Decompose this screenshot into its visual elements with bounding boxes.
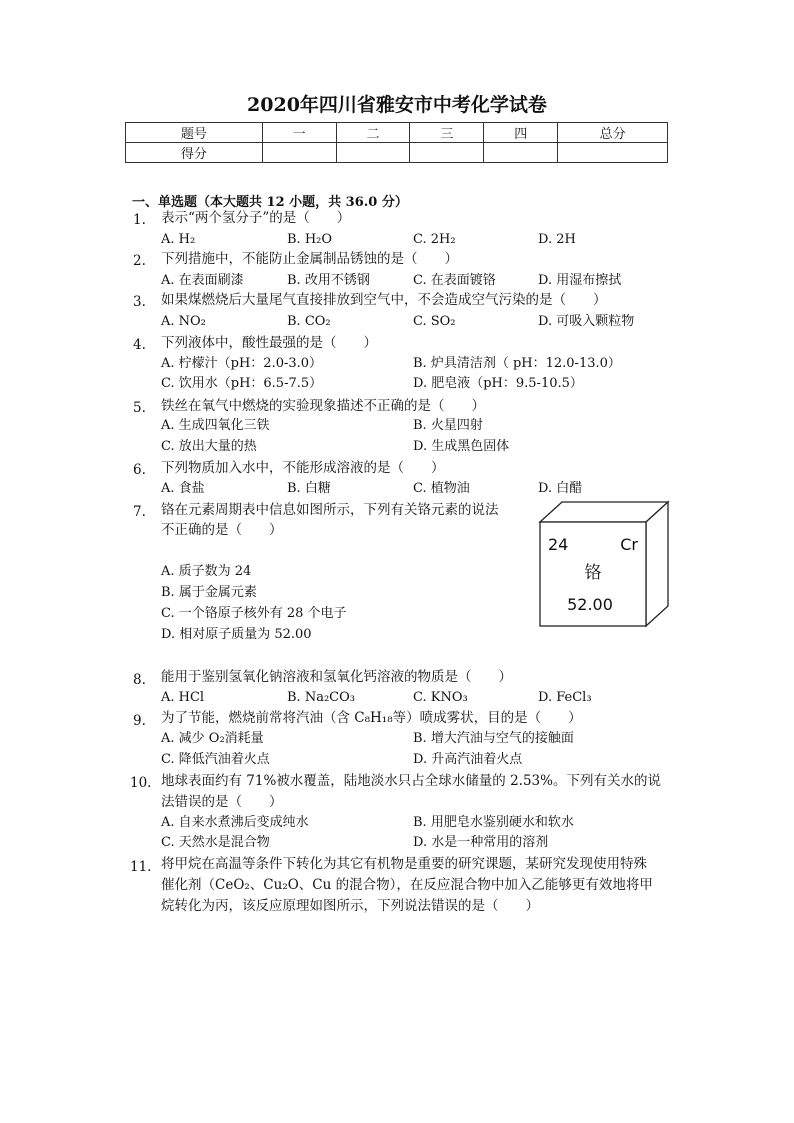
question-stem: 表示“两个氢分子”的是（ ）	[161, 210, 351, 226]
option-d: D. 肥皂液（pH：9.5-10.5）	[413, 376, 583, 391]
option-d: D. 生成黑色固体	[413, 439, 510, 454]
question-stem: 下列物质加入水中，不能形成溶液的是（ ）	[161, 460, 445, 476]
question-number: 5.	[133, 400, 146, 416]
option-a: A. NO₂	[161, 314, 206, 329]
option-a: A. 自来水煮沸后变成纯水	[161, 815, 309, 830]
question-stem-line2: 不正确的是（ ）	[161, 522, 283, 538]
option-c: C. 天然水是混合物	[161, 835, 270, 850]
question-number: 1.	[133, 212, 146, 228]
question-stem-line2: 法错误的是（ ）	[161, 794, 283, 810]
question-number: 10.	[130, 775, 152, 791]
option-d: D. 水是一种常用的溶剂	[413, 835, 549, 850]
score-header-cell: 二	[336, 123, 410, 143]
score-cell[interactable]	[558, 143, 668, 163]
element-name: 铬	[584, 563, 602, 583]
option-b: B. CO₂	[287, 314, 331, 329]
score-row-label: 得分	[126, 143, 263, 163]
option-a: A. 质子数为 24	[161, 564, 252, 579]
element-mass: 52.00	[567, 595, 613, 614]
question-number: 2.	[133, 253, 146, 269]
option-b: B. 属于金属元素	[161, 585, 257, 600]
question-stem-line3: 烷转化为丙，该反应原理如图所示，下列说法错误的是（ ）	[161, 898, 539, 914]
score-table-header-row	[126, 123, 668, 143]
option-d: D. 2H	[538, 232, 576, 247]
element-tile-figure	[538, 500, 670, 630]
question-stem: 铁丝在氧气中燃烧的实验现象描述不正确的是（ ）	[161, 398, 485, 414]
option-b: B. 炉具清洁剂（ pH：12.0-13.0）	[413, 356, 621, 371]
option-b: B. 用肥皂水鉴别硬水和软水	[413, 815, 574, 830]
option-c: C. 一个铬原子核外有 28 个电子	[161, 606, 347, 621]
score-cell[interactable]	[336, 143, 410, 163]
question-stem-line2: 催化剂（CeO₂、Cu₂O、Cu 的混合物），在反应混合物中加入乙能够更有效地将甲	[161, 877, 653, 893]
option-b: B. 改用不锈钢	[287, 273, 370, 288]
page-title: 2020年四川省雅安市中考化学试卷	[247, 94, 547, 116]
option-c: C. 在表面镀铬	[413, 273, 496, 288]
option-d: D. 白醋	[538, 481, 583, 496]
option-a: A. 在表面刷漆	[161, 273, 244, 288]
question-number: 4.	[133, 337, 146, 353]
question-stem: 下列措施中，不能防止金属制品锈蚀的是（ ）	[161, 251, 458, 267]
option-c: C. 放出大量的热	[161, 439, 257, 454]
question-number: 9.	[133, 713, 146, 729]
option-a: A. 减少 O₂消耗量	[161, 731, 264, 746]
option-c: C. 降低汽油着火点	[161, 752, 270, 767]
score-header-cell: 题号	[126, 123, 263, 143]
option-d: D. 相对原子质量为 52.00	[161, 627, 312, 642]
score-header-cell: 四	[484, 123, 558, 143]
option-c: C. KNO₃	[413, 690, 468, 705]
question-stem: 下列液体中，酸性最强的是（ ）	[161, 335, 377, 351]
score-cell[interactable]	[262, 143, 336, 163]
question-stem: 将甲烷在高温等条件下转化为其它有机物是重要的研究课题，某研究发现使用特殊	[161, 856, 647, 872]
score-table	[125, 122, 668, 163]
option-c: C. 饮用水（pH：6.5-7.5）	[161, 376, 323, 391]
element-atomic-number: 24	[548, 535, 569, 554]
option-b: B. H₂O	[287, 232, 333, 247]
option-d: D. 升高汽油着火点	[413, 752, 523, 767]
option-b: B. 火星四射	[413, 418, 483, 433]
option-c: C. 植物油	[413, 481, 470, 496]
element-symbol: Cr	[620, 535, 638, 554]
option-a: A. HCl	[161, 690, 205, 705]
question-number: 6.	[133, 462, 146, 478]
score-cell[interactable]	[410, 143, 484, 163]
option-a: A. 食盐	[161, 481, 205, 496]
question-number: 8.	[133, 672, 146, 688]
option-b: B. 增大汽油与空气的接触面	[413, 731, 574, 746]
question-number: 11.	[130, 859, 152, 875]
option-d: D. 可吸入颗粒物	[538, 314, 635, 329]
question-stem: 铬在元素周期表中信息如图所示，下列有关铬元素的说法	[161, 502, 499, 518]
question-number: 3.	[133, 294, 146, 310]
question-stem: 为了节能，燃烧前常将汽油（含 C₈H₁₈等）喷成雾状，目的是（ ）	[161, 710, 582, 726]
option-b: B. Na₂CO₃	[287, 690, 355, 705]
option-a: A. H₂	[161, 232, 196, 247]
question-stem: 如果煤燃烧后大量尾气直接排放到空气中，不会造成空气污染的是（ ）	[161, 292, 607, 308]
score-header-cell: 三	[410, 123, 484, 143]
option-c: C. 2H₂	[413, 232, 456, 247]
question-stem: 能用于鉴别氢氧化钠溶液和氢氧化钙溶液的物质是（ ）	[161, 669, 512, 685]
question-number: 7.	[133, 504, 146, 520]
question-stem: 地球表面约有 71%被水覆盖，陆地淡水只占全球水储量的 2.53%。下列有关水的说	[161, 773, 661, 789]
option-a: A. 生成四氧化三铁	[161, 418, 270, 433]
option-a: A. 柠檬汁（pH：2.0-3.0）	[161, 356, 323, 371]
option-d: D. FeCl₃	[538, 690, 592, 705]
section-heading: 一、单选题（本大题共 12 小题，共 36.0 分）	[132, 195, 408, 210]
option-d: D. 用湿布擦拭	[538, 273, 622, 288]
score-table-score-row	[126, 143, 668, 163]
score-header-cell: 一	[262, 123, 336, 143]
score-cell[interactable]	[484, 143, 558, 163]
option-b: B. 白糖	[287, 481, 331, 496]
option-c: C. SO₂	[413, 314, 456, 329]
score-header-cell: 总分	[558, 123, 668, 143]
